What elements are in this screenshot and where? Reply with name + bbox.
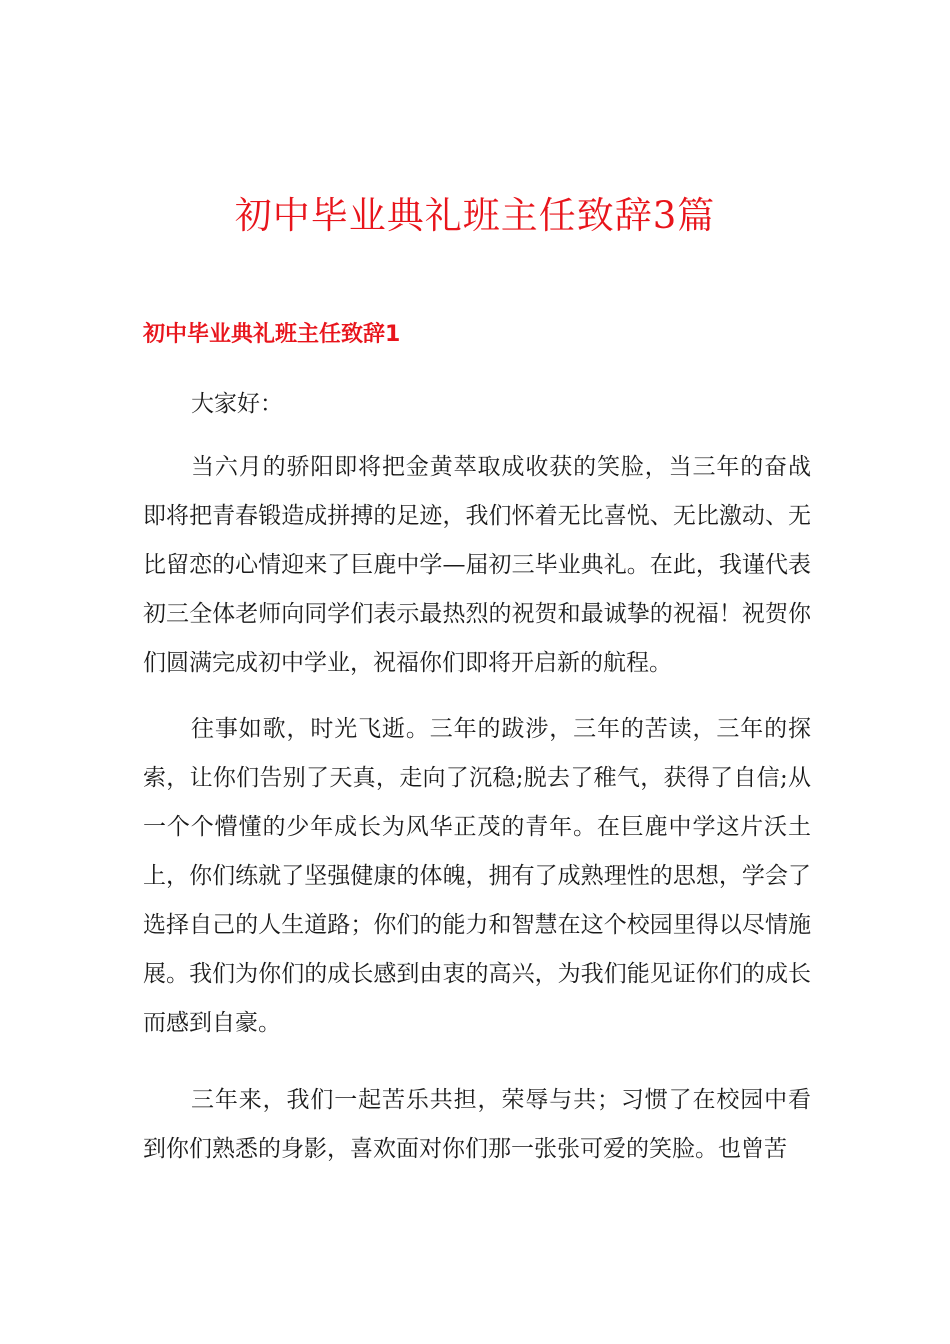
document-title: 初中毕业典礼班主任致辞3篇 [234, 194, 716, 237]
greeting-text: 大家好： [191, 391, 283, 417]
paragraph-3: 三年来，我们一起苦乐共担，荣辱与共；习惯了在校园中看到你们熟悉的身影，喜欢面对你们那一张张可爱的笑脸。也曾苦 [143, 1087, 811, 1162]
section-heading: 初中毕业典礼班主任致辞1 [143, 322, 401, 347]
paragraph-2: 往事如歌，时光飞逝。三年的跋涉，三年的苦读，三年的探索，让你们告别了天真，走向了沉稳;脱去了稚气，获得了自信;从一个个懵懂的少年成长为风华正茂的青年。在巨鹿中学这片沃土上，你们练就了坚强健康的体魄，拥有了成熟理性的思想，学会了选择自己的人生道路；你们的能力和智慧在这个校园里得以尽情施展。我们为你们的成长感到由衷的高兴，为我们能见证你们的成长而感到自豪。 [143, 716, 811, 1036]
paragraph-1: 当六月的骄阳即将把金黄萃取成收获的笑脸，当三年的奋战即将把青春锻造成拼搏的足迹，我们怀着无比喜悦、无比激动、无比留恋的心情迎来了巨鹿中学—届初三毕业典礼。在此，我谨代表初三全体老师向同学们表示最热烈的祝贺和最诚挚的祝福！祝贺你们圆满完成初中学业，祝福你们即将开启新的航程。 [143, 454, 811, 676]
